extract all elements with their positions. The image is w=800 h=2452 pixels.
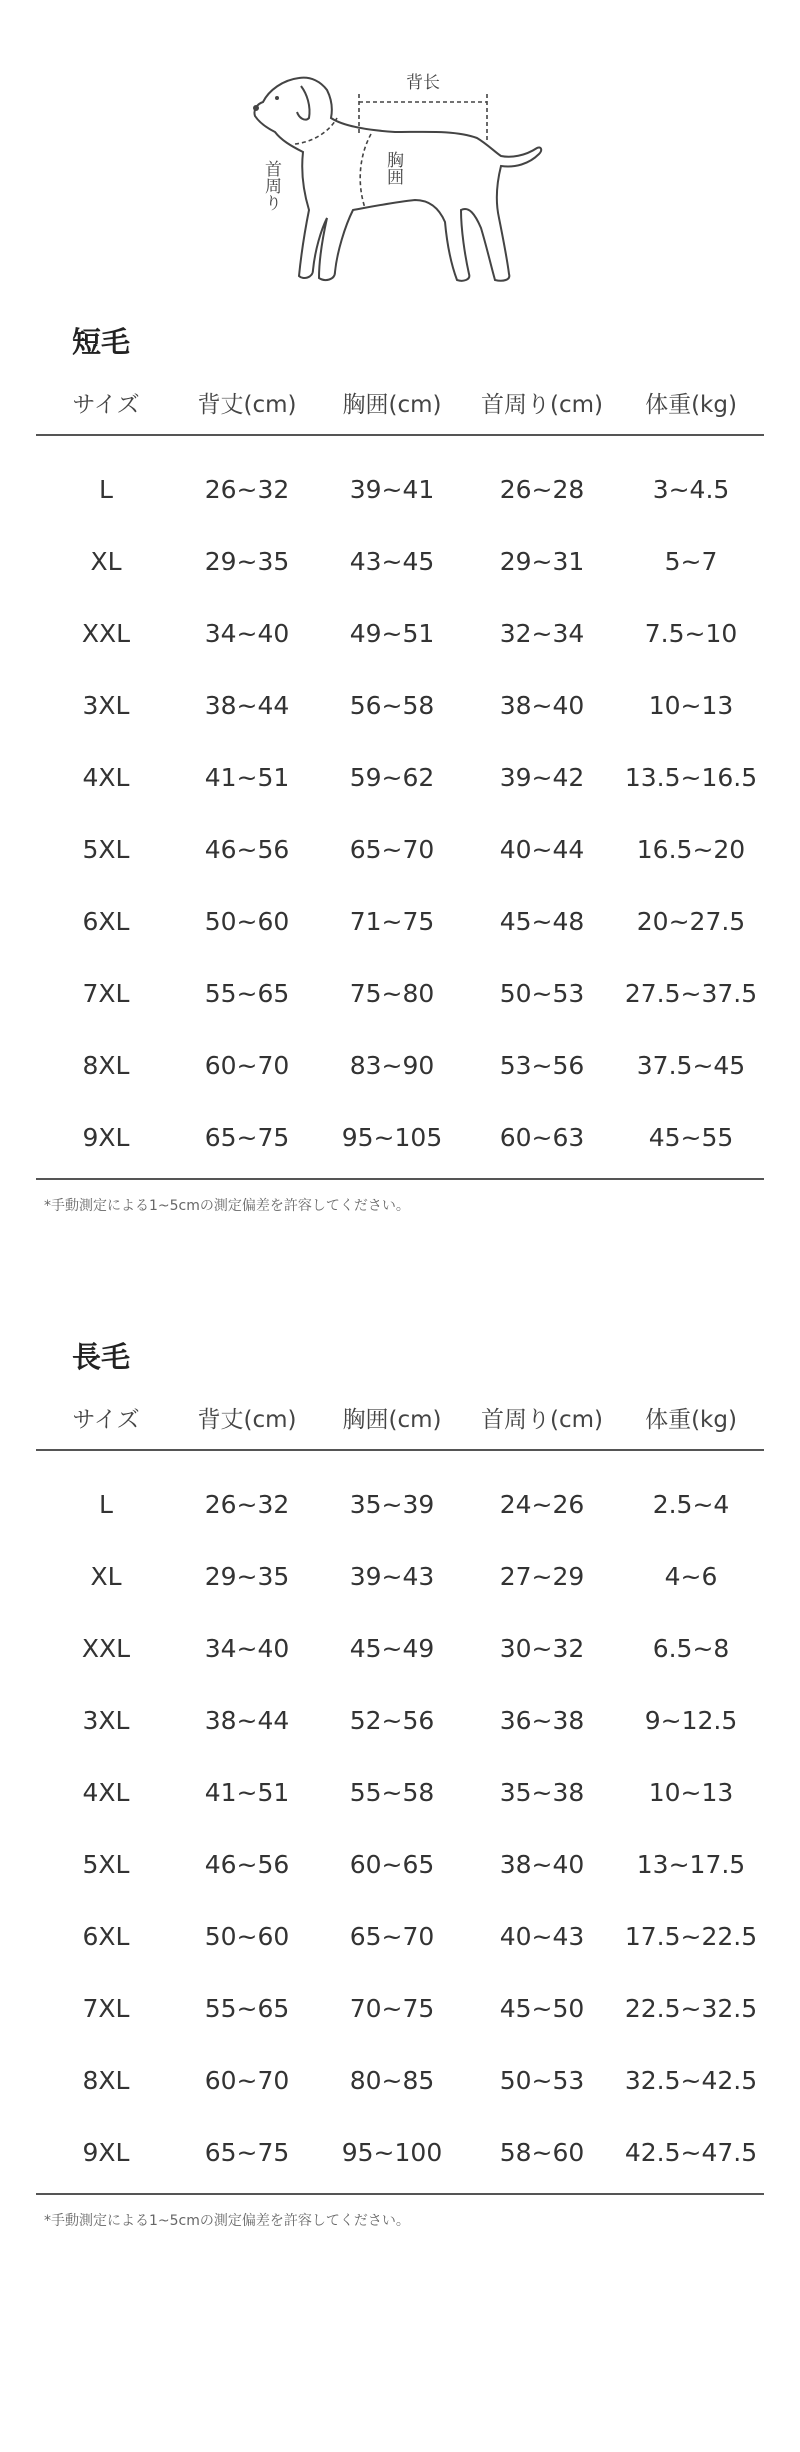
cell-neck: 27~29 — [499, 1562, 585, 1591]
measurement-note: *手動測定による1~5cmの測定偏差を許容してください。 — [44, 2213, 410, 2229]
table-header — [36, 1393, 764, 1447]
cell-size: 5XL — [82, 1850, 130, 1879]
table-row — [36, 1469, 764, 1541]
cell-weight: 10~13 — [648, 691, 734, 720]
table-row — [36, 526, 764, 598]
cell-weight: 22.5~32.5 — [624, 1994, 758, 2023]
table-row — [36, 1102, 764, 1174]
cell-size: 4XL — [82, 1778, 130, 1807]
table-row — [36, 1829, 764, 1901]
cell-neck: 50~53 — [499, 2066, 585, 2095]
cell-chest: 95~105 — [341, 1123, 443, 1152]
cell-back-length: 46~56 — [204, 1850, 290, 1879]
table-row — [36, 958, 764, 1030]
header-weight: 体重(kg) — [645, 1407, 737, 1433]
cell-weight: 5~7 — [664, 547, 718, 576]
table-row — [36, 598, 764, 670]
cell-back-length: 46~56 — [204, 835, 290, 864]
cell-size: L — [99, 1490, 113, 1519]
cell-weight: 10~13 — [648, 1778, 734, 1807]
cell-back-length: 55~65 — [204, 979, 290, 1008]
cell-size: 6XL — [82, 907, 130, 936]
header-weight: 体重(kg) — [645, 392, 737, 418]
header-size: サイズ — [72, 1407, 140, 1433]
cell-neck: 40~44 — [499, 835, 585, 864]
cell-back-length: 41~51 — [204, 763, 290, 792]
cell-weight: 32.5~42.5 — [624, 2066, 758, 2095]
cell-neck: 60~63 — [499, 1123, 585, 1152]
header-neck: 首周り(cm) — [481, 1407, 603, 1433]
cell-weight: 13.5~16.5 — [624, 763, 758, 792]
chest-label: 胸囲 — [383, 151, 403, 185]
cell-neck: 36~38 — [499, 1706, 585, 1735]
cell-back-length: 65~75 — [204, 2138, 290, 2167]
cell-size: XL — [90, 547, 122, 576]
back-length-label: 背长 — [406, 73, 440, 93]
table-row — [36, 1901, 764, 1973]
cell-weight: 13~17.5 — [636, 1850, 746, 1879]
table-row — [36, 1541, 764, 1613]
cell-size: XL — [90, 1562, 122, 1591]
cell-chest: 56~58 — [349, 691, 435, 720]
header-chest: 胸囲(cm) — [342, 392, 442, 418]
header-divider — [36, 434, 764, 436]
table-row — [36, 1685, 764, 1757]
cell-weight: 17.5~22.5 — [624, 1922, 758, 1951]
cell-chest: 45~49 — [349, 1634, 435, 1663]
table-row — [36, 1757, 764, 1829]
cell-neck: 45~50 — [499, 1994, 585, 2023]
neck-label: 首周り — [261, 160, 281, 211]
cell-back-length: 34~40 — [204, 1634, 290, 1663]
cell-size: 7XL — [82, 979, 130, 1008]
cell-size: 9XL — [82, 1123, 130, 1152]
table-row — [36, 1613, 764, 1685]
cell-back-length: 29~35 — [204, 547, 290, 576]
cell-weight: 3~4.5 — [652, 475, 730, 504]
cell-neck: 45~48 — [499, 907, 585, 936]
cell-weight: 6.5~8 — [652, 1634, 730, 1663]
cell-neck: 30~32 — [499, 1634, 585, 1663]
measurement-note: *手動測定による1~5cmの測定偏差を許容してください。 — [44, 1198, 410, 1214]
header-chest: 胸囲(cm) — [342, 1407, 442, 1433]
cell-neck: 53~56 — [499, 1051, 585, 1080]
cell-back-length: 50~60 — [204, 1922, 290, 1951]
cell-back-length: 29~35 — [204, 1562, 290, 1591]
table-bottom-divider — [36, 1178, 764, 1180]
cell-back-length: 50~60 — [204, 907, 290, 936]
cell-size: 5XL — [82, 835, 130, 864]
cell-weight: 20~27.5 — [636, 907, 746, 936]
cell-back-length: 60~70 — [204, 1051, 290, 1080]
cell-size: 8XL — [82, 1051, 130, 1080]
cell-chest: 80~85 — [349, 2066, 435, 2095]
cell-chest: 49~51 — [349, 619, 435, 648]
cell-chest: 60~65 — [349, 1850, 435, 1879]
cell-chest: 65~70 — [349, 1922, 435, 1951]
dog-measurement-diagram — [225, 60, 565, 300]
cell-neck: 35~38 — [499, 1778, 585, 1807]
cell-back-length: 34~40 — [204, 619, 290, 648]
table-row — [36, 2117, 764, 2189]
cell-size: 7XL — [82, 1994, 130, 2023]
table-row — [36, 2045, 764, 2117]
cell-neck: 26~28 — [499, 475, 585, 504]
cell-size: L — [99, 475, 113, 504]
cell-weight: 42.5~47.5 — [624, 2138, 758, 2167]
cell-neck: 38~40 — [499, 1850, 585, 1879]
cell-chest: 52~56 — [349, 1706, 435, 1735]
dog-outline-icon — [225, 60, 565, 300]
table-row — [36, 742, 764, 814]
cell-size: 9XL — [82, 2138, 130, 2167]
cell-chest: 71~75 — [349, 907, 435, 936]
cell-back-length: 41~51 — [204, 1778, 290, 1807]
cell-back-length: 65~75 — [204, 1123, 290, 1152]
cell-neck: 29~31 — [499, 547, 585, 576]
cell-neck: 50~53 — [499, 979, 585, 1008]
cell-neck: 40~43 — [499, 1922, 585, 1951]
cell-chest: 70~75 — [349, 1994, 435, 2023]
cell-neck: 39~42 — [499, 763, 585, 792]
cell-chest: 95~100 — [341, 2138, 443, 2167]
cell-weight: 16.5~20 — [636, 835, 746, 864]
cell-chest: 83~90 — [349, 1051, 435, 1080]
cell-chest: 65~70 — [349, 835, 435, 864]
table-row — [36, 670, 764, 742]
header-neck: 首周り(cm) — [481, 392, 603, 418]
cell-weight: 37.5~45 — [636, 1051, 746, 1080]
table-row — [36, 454, 764, 526]
cell-chest: 55~58 — [349, 1778, 435, 1807]
cell-size: XXL — [81, 1634, 131, 1663]
cell-back-length: 26~32 — [204, 475, 290, 504]
table-row — [36, 814, 764, 886]
cell-neck: 58~60 — [499, 2138, 585, 2167]
cell-size: 3XL — [82, 691, 130, 720]
cell-weight: 7.5~10 — [644, 619, 738, 648]
cell-chest: 39~41 — [349, 475, 435, 504]
cell-size: 8XL — [82, 2066, 130, 2095]
cell-back-length: 55~65 — [204, 1994, 290, 2023]
cell-weight: 4~6 — [664, 1562, 718, 1591]
cell-weight: 45~55 — [648, 1123, 734, 1152]
table-row — [36, 1030, 764, 1102]
cell-back-length: 38~44 — [204, 691, 290, 720]
cell-weight: 2.5~4 — [652, 1490, 730, 1519]
cell-back-length: 60~70 — [204, 2066, 290, 2095]
cell-chest: 43~45 — [349, 547, 435, 576]
section-title: 短毛 — [72, 325, 131, 359]
cell-chest: 59~62 — [349, 763, 435, 792]
header-divider — [36, 1449, 764, 1451]
header-back-length: 背丈(cm) — [197, 1407, 297, 1433]
table-header — [36, 378, 764, 432]
cell-size: XXL — [81, 619, 131, 648]
cell-neck: 38~40 — [499, 691, 585, 720]
header-back-length: 背丈(cm) — [197, 392, 297, 418]
cell-size: 4XL — [82, 763, 130, 792]
cell-chest: 75~80 — [349, 979, 435, 1008]
table-bottom-divider — [36, 2193, 764, 2195]
cell-chest: 35~39 — [349, 1490, 435, 1519]
cell-size: 3XL — [82, 1706, 130, 1735]
cell-back-length: 26~32 — [204, 1490, 290, 1519]
cell-size: 6XL — [82, 1922, 130, 1951]
cell-back-length: 38~44 — [204, 1706, 290, 1735]
cell-weight: 9~12.5 — [644, 1706, 738, 1735]
cell-neck: 24~26 — [499, 1490, 585, 1519]
table-row — [36, 1973, 764, 2045]
table-row — [36, 886, 764, 958]
cell-neck: 32~34 — [499, 619, 585, 648]
header-size: サイズ — [72, 392, 140, 418]
section-title: 長毛 — [72, 1340, 131, 1374]
cell-chest: 39~43 — [349, 1562, 435, 1591]
cell-weight: 27.5~37.5 — [624, 979, 758, 1008]
